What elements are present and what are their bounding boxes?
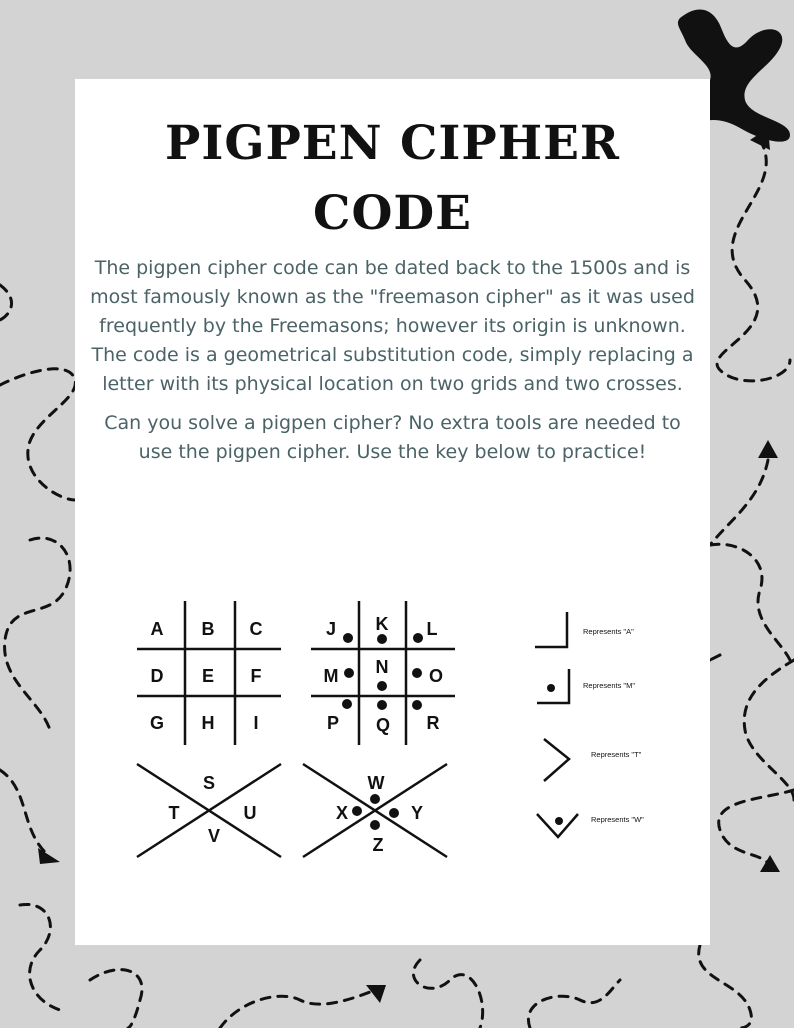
grid2-letter-r: R: [426, 713, 440, 733]
grid2-letter-o: O: [428, 666, 444, 686]
cross1-letter-v: V: [207, 826, 221, 846]
intro-paragraph-1: The pigpen cipher code can be dated back to the 1500s and is most famously known as the "freemason cipher" as it was used frequently by the Freemasons; however its origin is unknown.: [90, 257, 695, 337]
grid2-letter-q: Q: [375, 715, 391, 735]
grid2-letter-l: L: [426, 619, 438, 639]
example-label-a: Represents "A": [583, 627, 634, 636]
grid2-letter-j: J: [325, 619, 337, 639]
grid1-letter-d: D: [150, 666, 164, 686]
grid1-letter-c: C: [249, 619, 263, 639]
grid2-letter-p: P: [326, 713, 340, 733]
grid1-letter-i: I: [253, 713, 259, 733]
cross2-letter-w: W: [367, 773, 385, 793]
grid1-letter-g: G: [149, 713, 165, 733]
grid1-letter-a: A: [150, 619, 164, 639]
cross2-letter-z: Z: [372, 835, 384, 855]
cipher-key-diagram: [75, 79, 710, 945]
intro-paragraph-2: The code is a geometrical substitution code, simply replacing a letter with its physical location on two grids and two crosses.: [91, 344, 694, 395]
intro-paragraph-3: Can you solve a pigpen cipher? No extra tools are needed to use the pigpen cipher. Use the key below to practice!: [104, 412, 681, 463]
grid1-letter-b: B: [201, 619, 215, 639]
grid1-letter-e: E: [201, 666, 215, 686]
grid2-letter-k: K: [375, 614, 389, 634]
title-line-2: CODE: [313, 186, 472, 241]
example-label-t: Represents "T": [591, 750, 642, 759]
grid2-letter-n: N: [375, 657, 389, 677]
cross1-letter-t: T: [168, 803, 180, 823]
content-card: [75, 79, 710, 945]
cross1-letter-u: U: [243, 803, 257, 823]
cross2-letter-x: X: [335, 803, 349, 823]
example-label-w: Represents "W": [591, 815, 644, 824]
grid1-letter-h: H: [201, 713, 215, 733]
title-line-1: PIGPEN CIPHER: [165, 116, 620, 171]
cross2-letter-y: Y: [410, 803, 424, 823]
cross1-letter-s: S: [202, 773, 216, 793]
grid1-letter-f: F: [250, 666, 262, 686]
grid2-letter-m: M: [323, 666, 339, 686]
example-label-m: Represents "M": [583, 681, 636, 690]
